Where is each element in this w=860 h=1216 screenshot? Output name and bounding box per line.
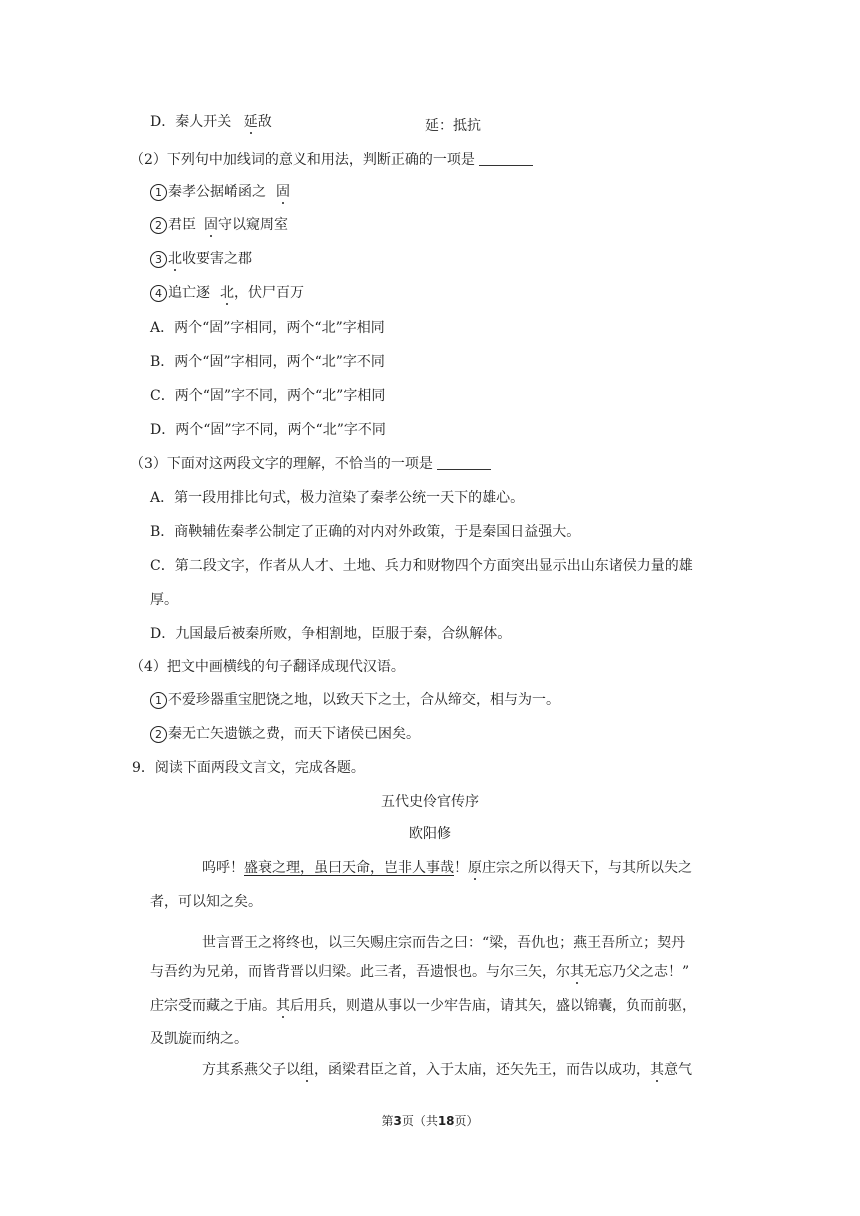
sub3-option-c-line1: C．第二段文字，作者从人才、土地、兵力和财物四个方面突出显示出山东诸侯力量的雄 xyxy=(150,558,693,574)
q9-stem: 9．阅读下面两段文言文，完成各题。 xyxy=(132,760,365,776)
sub2-option-d: D．两个“固”字不同，两个“北”字不同 xyxy=(150,422,386,438)
sentence-4: 4 追亡逐 北，伏尸百万 xyxy=(150,283,304,303)
sub3-option-d: D．九国最后被秦所败，争相割地，臣服于秦，合纵解体。 xyxy=(150,626,512,642)
sub2-option-a: A．两个“固”字相同，两个“北”字相同 xyxy=(150,320,385,336)
sub3-option-c-line2: 厚。 xyxy=(150,592,178,608)
sentence-2: 2 君臣 固守以窥周室 xyxy=(150,215,288,235)
q8-option-d xyxy=(150,112,272,132)
q8-sub4-stem: （4）把文中画横线的句子翻译成现代汉语。 xyxy=(130,659,405,675)
underlined-sentence: 盛衰之理，虽曰天命，岂非人事哉 xyxy=(244,860,454,876)
circle-number: 4 xyxy=(150,285,167,302)
option-d-gloss: 延：抵抗 xyxy=(425,118,481,134)
passage-p2-line4: 及凯旋而纳之。 xyxy=(150,1031,248,1047)
passage-p3-line1: 方其系燕父子以组，函梁君臣之首，入于太庙，还矢先王，而告以成功，其意气 xyxy=(202,1062,692,1078)
passage-p2-line1: 世言晋王之将终也，以三矢赐庄宗而告之曰：“梁，吾仇也；燕王吾所立；契丹 xyxy=(202,935,686,951)
passage-author: 欧阳修 xyxy=(409,826,451,842)
q8-sub2-stem: （2）下列句中加线词的意义和用法，判断正确的一项是 xyxy=(130,150,533,170)
passage-p2-line3: 庄宗受而藏之于庙。其后用兵，则遣从事以一少牢告庙，请其矢，盛以锦囊，负而前驱， xyxy=(150,998,696,1014)
circle-number: 1 xyxy=(150,692,167,709)
circle-number: 1 xyxy=(150,184,167,201)
answer-blank xyxy=(437,455,491,470)
option-d-text: D．秦人开关 xyxy=(150,114,232,130)
translate-sentence-1: 1 不爱珍器重宝肥饶之地，以致天下之士，合从缔交，相与为一。 xyxy=(150,690,560,710)
q8-sub3-stem: （3）下面对这两段文字的理解，不恰当的一项是 xyxy=(130,454,491,474)
sentence-1: 1 秦孝公据崤函之 固 xyxy=(150,182,290,202)
sub3-option-a: A．第一段用排比句式，极力渲染了秦孝公统一天下的雄心。 xyxy=(150,490,525,506)
passage-title: 五代史伶官传序 xyxy=(381,794,479,810)
sub2-option-c: C．两个“固”字不同，两个“北”字相同 xyxy=(150,388,386,404)
circle-number: 2 xyxy=(150,726,167,743)
circle-number: 3 xyxy=(150,251,167,268)
answer-blank xyxy=(479,151,533,166)
sub2-option-b: B．两个“固”字相同，两个“北”字不同 xyxy=(150,354,385,370)
translate-sentence-2: 2 秦无亡矢遗镞之费，而天下诸侯已困矣。 xyxy=(150,724,420,744)
sentence-3: 3 北收要害之郡 xyxy=(150,249,252,269)
passage-p1-line1: 呜呼！盛衰之理，虽曰天命，岂非人事哉！原庄宗之所以得天下，与其所以失之 xyxy=(202,860,692,876)
circle-number: 2 xyxy=(150,217,167,234)
passage-p1-line2: 者，可以知之矣。 xyxy=(150,894,262,910)
sub3-option-b: B．商鞅辅佐秦孝公制定了正确的对内对外政策，于是秦国日益强大。 xyxy=(150,524,581,540)
passage-p2-line2: 与吾约为兄弟，而皆背晋以归梁。此三者，吾遗恨也。与尔三矢，尔其无忘乃父之志！” xyxy=(150,964,690,980)
option-d-word: 延敌 xyxy=(243,114,272,130)
page-footer: 第3页（共18页） xyxy=(381,1114,479,1128)
